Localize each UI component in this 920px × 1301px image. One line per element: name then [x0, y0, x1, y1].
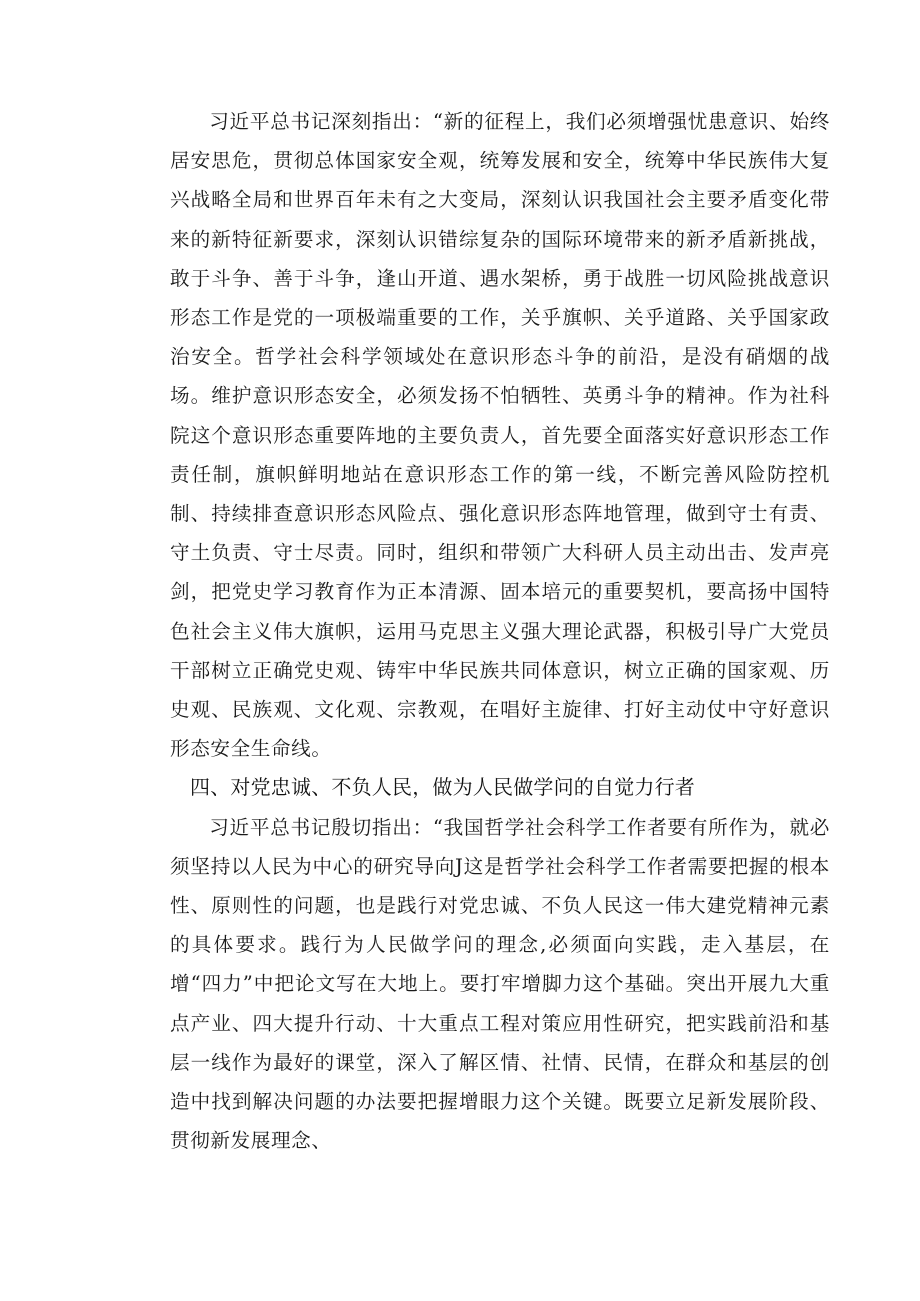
body-paragraph-2: 习近平总书记殷切指出：“我国哲学社会科学工作者要有所作为，就必须坚持以人民为中心的研究导向J这是哲学社会科学工作者需要把握的根本性、原则性的问题，也是践行对党忠诚、不负人民这一伟大建党精神元素的具体要求。践行为人民做学问的理念,必须面向实践，走入基层，在增“四力”中把论文写在大地上。要打牢增脚力这个基础。突出开展九大重点产业、四大提升行动、十大重点工程对策应用性研究，把实践前沿和基层一线作为最好的课堂，深入了解区情、社情、民情，在群众和基层的创造中找到解决问题的办法要把握增眼力这个关键。既要立足新发展阶段、贯彻新发展理念、	[170, 815, 830, 1153]
section-heading: 四、对党忠诚、不负人民，做为人民做学问的自觉力行者	[190, 775, 695, 800]
document-body	[170, 102, 830, 1160]
body-paragraph-1: 习近平总书记深刻指出：“新的征程上，我们必须增强忧患意识、始终居安思危，贯彻总体国家安全观，统筹发展和安全，统筹中华民族伟大复兴战略全局和世界百年未有之大变局，深刻认识我国社会主要矛盾变化带来的新特征新要求，深刻认识错综复杂的国际环境带来的新矛盾新挑战，敢于斗争、善于斗争，逢山开道、遇水架桥，勇于战胜一切风险挑战意识形态工作是党的一项极端重要的工作，关乎旗帜、关乎道路、关乎国家政治安全。哲学社会科学领域处在意识形态斗争的前沿，是没有硝烟的战场。维护意识形态安全，必须发扬不怕牺牲、英勇斗争的精神。作为社科院这个意识形态重要阵地的主要负责人，首先要全面落实好意识形态工作责任制，旗帜鲜明地站在意识形态工作的第一线，不断完善风险防控机制、持续排查意识形态风险点、强化意识形态阵地管理，做到守士有责、守土负责、守士尽责。同时，组织和带领广大科研人员主动出击、发声亮剑，把党史学习教育作为正本清源、固本培元的重要契机，要高扬中国特色社会主义伟大旗帜，运用马克思主义强大理论武器，积极引导广大党员干部树立正确党史观、铸牢中华民族共同体意识，树立正确的国家观、历史观、民族观、文化观、宗教观，在唱好主旋律、打好主动仗中守好意识形态安全生命线。	[170, 110, 830, 761]
